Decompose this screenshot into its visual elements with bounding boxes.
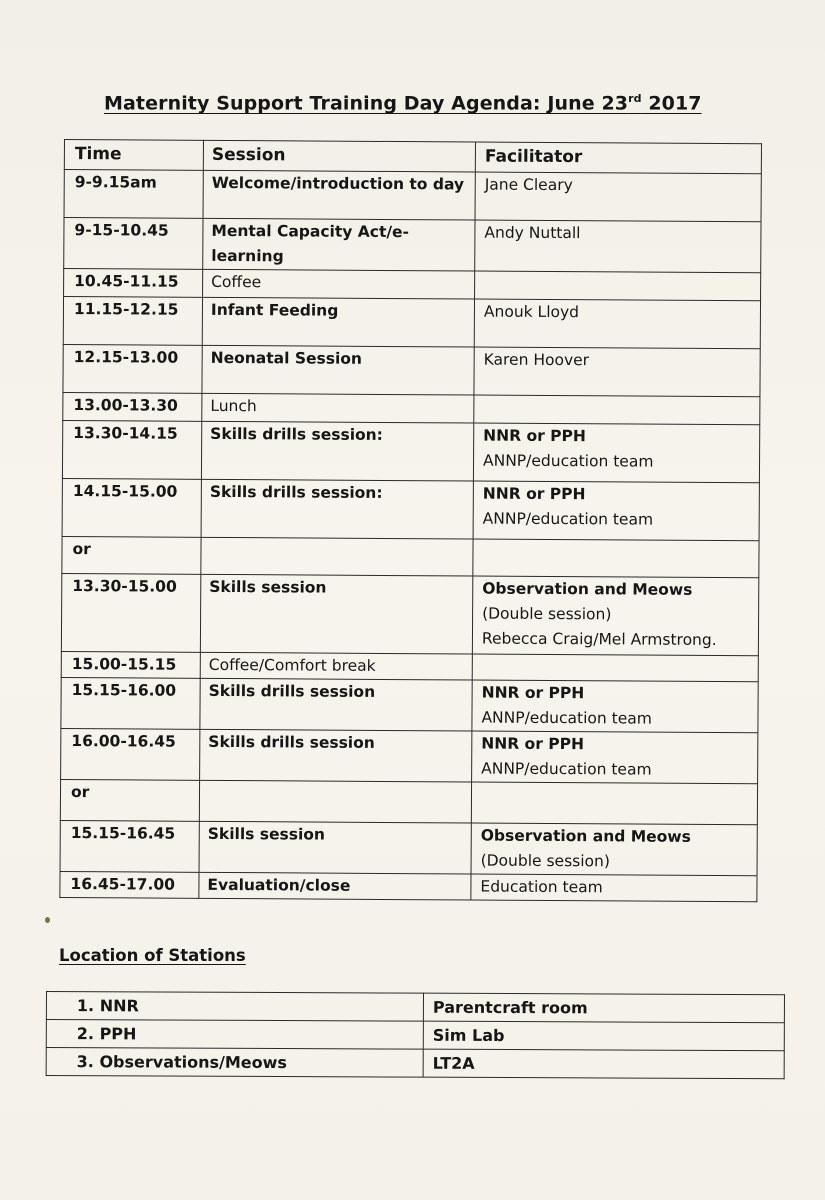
agenda-row xyxy=(60,871,757,901)
agenda-row xyxy=(62,478,759,540)
agenda-header-row xyxy=(64,140,761,174)
agenda-time: 15.15-16.45 xyxy=(60,820,199,872)
agenda-table xyxy=(59,139,762,902)
facilitator-line: ANNP/education team xyxy=(482,509,654,529)
agenda-session: Skills drills session xyxy=(200,678,472,731)
agenda-session: Lunch xyxy=(202,393,474,423)
station-row xyxy=(46,1020,784,1051)
facilitator-line: Education team xyxy=(480,877,603,897)
facilitator-line: Rebecca Craig/Mel Armstrong. xyxy=(481,629,717,649)
agenda-facilitator xyxy=(475,271,761,301)
agenda-session: Skills session xyxy=(199,821,471,874)
facilitator-line: ANNP/education team xyxy=(481,708,652,728)
station-room: LT2A xyxy=(423,1049,784,1079)
agenda-row xyxy=(61,728,758,783)
agenda-facilitator xyxy=(472,731,758,784)
agenda-time: 12.15-13.00 xyxy=(63,344,202,393)
agenda-row xyxy=(64,170,761,222)
agenda-row xyxy=(60,820,757,875)
agenda-time: 13.00-13.30 xyxy=(63,392,202,421)
agenda-row xyxy=(61,677,758,732)
agenda-facilitator xyxy=(474,299,760,349)
station-room: Parentcraft room xyxy=(423,993,784,1023)
stations-table xyxy=(46,991,785,1079)
agenda-facilitator xyxy=(472,680,758,733)
agenda-row xyxy=(63,344,760,396)
agenda-time: 15.15-16.00 xyxy=(61,677,200,729)
station-room: Sim Lab xyxy=(423,1021,784,1051)
facilitator-line: ANNP/education team xyxy=(482,451,654,471)
agenda-time: or xyxy=(62,536,201,574)
agenda-row xyxy=(61,651,758,681)
agenda-session: Skills drills session: xyxy=(201,479,473,539)
agenda-session xyxy=(199,780,471,823)
agenda-facilitator xyxy=(473,481,759,541)
agenda-row xyxy=(63,297,760,349)
agenda-time: 16.00-16.45 xyxy=(61,728,200,780)
agenda-facilitator xyxy=(471,874,757,902)
agenda-time: 14.15-15.00 xyxy=(62,478,201,537)
facilitator-line: (Double session) xyxy=(480,851,610,871)
agenda-time: 16.45-17.00 xyxy=(60,871,199,898)
agenda-session: Skills drills session: xyxy=(201,421,473,481)
agenda-facilitator xyxy=(471,782,757,825)
agenda-time: 9-15-10.45 xyxy=(64,218,203,270)
agenda-row xyxy=(62,536,759,577)
agenda-facilitator xyxy=(474,347,760,397)
agenda-session: Welcome/introduction to day xyxy=(203,170,475,220)
facilitator-line: NNR or PPH xyxy=(481,683,585,703)
agenda-facilitator xyxy=(475,220,761,273)
agenda-facilitator xyxy=(471,823,757,876)
header-session: Session xyxy=(203,140,475,172)
station-name: 2. PPH xyxy=(46,1020,423,1050)
agenda-title: Maternity Support Training Day Agenda: June 23rd 2017 xyxy=(104,92,702,115)
facilitator-line: Jane Cleary xyxy=(484,175,573,195)
agenda-facilitator xyxy=(474,395,760,425)
facilitator-line: NNR or PPH xyxy=(481,734,585,754)
agenda-time: 10.45-11.15 xyxy=(64,269,203,298)
agenda-row xyxy=(63,392,760,424)
agenda-time: 9-9.15am xyxy=(64,170,203,219)
agenda-row xyxy=(61,573,758,655)
locations-heading: Location of Stations xyxy=(59,946,246,965)
agenda-session xyxy=(201,537,473,576)
station-name: 1. NNR xyxy=(46,992,423,1022)
header-facilitator: Facilitator xyxy=(475,142,761,174)
agenda-session: Coffee/Comfort break xyxy=(200,652,472,680)
facilitator-line: Andy Nuttall xyxy=(484,223,581,243)
header-time: Time xyxy=(64,140,203,171)
agenda-facilitator xyxy=(472,654,758,682)
agenda-time: 13.30-14.15 xyxy=(62,420,201,479)
agenda-session: Coffee xyxy=(203,269,475,299)
agenda-row xyxy=(60,779,757,824)
facilitator-line: Observation and Meows xyxy=(480,826,691,846)
station-name: 3. Observations/Meows xyxy=(46,1048,423,1078)
facilitator-line: Observation and Meows xyxy=(482,579,693,599)
agenda-facilitator xyxy=(473,423,759,483)
facilitator-line: ANNP/education team xyxy=(481,759,652,779)
agenda-time: 11.15-12.15 xyxy=(63,297,202,346)
agenda-session: Infant Feeding xyxy=(202,297,474,347)
facilitator-line: NNR or PPH xyxy=(482,484,586,504)
paper-mark xyxy=(45,917,50,923)
facilitator-line: Karen Hoover xyxy=(483,350,590,370)
facilitator-line: NNR or PPH xyxy=(483,426,586,446)
agenda-facilitator xyxy=(472,576,758,656)
agenda-session: Mental Capacity Act/e-learning xyxy=(203,218,475,271)
agenda-facilitator xyxy=(475,172,761,222)
agenda-row xyxy=(62,420,759,482)
station-row xyxy=(46,1048,784,1079)
station-row xyxy=(46,992,784,1023)
agenda-time: or xyxy=(60,779,199,821)
facilitator-line: Anouk Lloyd xyxy=(483,302,580,322)
agenda-facilitator xyxy=(473,539,759,578)
agenda-session: Skills drills session xyxy=(200,729,472,782)
agenda-time: 15.00-15.15 xyxy=(61,651,200,678)
facilitator-line: (Double session) xyxy=(482,604,612,624)
agenda-session: Evaluation/close xyxy=(199,872,471,900)
agenda-row xyxy=(64,269,761,301)
agenda-time: 13.30-15.00 xyxy=(61,573,200,652)
agenda-session: Skills session xyxy=(200,574,472,654)
agenda-session: Neonatal Session xyxy=(202,345,474,395)
agenda-row xyxy=(64,218,761,273)
